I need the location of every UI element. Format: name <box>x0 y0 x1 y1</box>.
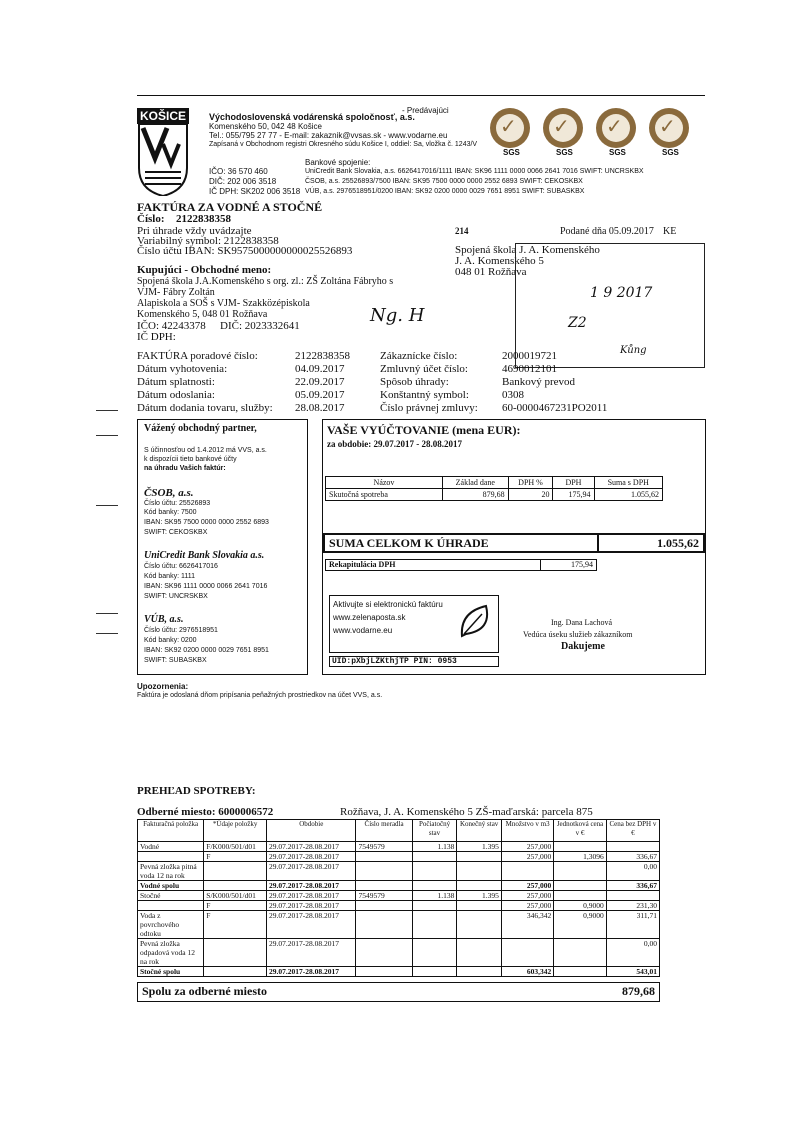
bank-swift: SWIFT: CEKOSKBX <box>144 529 208 536</box>
company-registry: Zapísaná v Obchodnom registri Okresného súdu Košice I, oddiel: Sa, vložka č. 1243/V <box>209 141 478 148</box>
promo-box <box>329 595 499 653</box>
consumption-cell-ref: F <box>204 901 267 911</box>
consumption-cell-period: 29.07.2017-28.08.2017 <box>267 862 356 881</box>
bank-line-1: UniCredit Bank Slovakia, a.s. 6626417016/1111 IBAN: SK96 1111 0000 0066 2641 7016 SWIFT: UNCRSKBX <box>305 168 644 175</box>
billing-col-header: Základ dane <box>443 477 509 489</box>
buyer-ic-dph: IČ DPH: <box>137 331 176 343</box>
consumption-cell-ref <box>204 939 267 967</box>
partner-intro: k dispozícii tieto bankové účty <box>144 456 237 463</box>
stamp-note: Kůng <box>620 345 647 356</box>
detail-label: Zmluvný účet číslo: <box>380 363 468 375</box>
detail-label: Dátum dodania tovaru, služby: <box>137 402 273 414</box>
consumption-cell-meter <box>356 901 412 911</box>
notice-heading: Upozornenia: <box>137 682 189 691</box>
buyer-line: Alapiskola a SOŠ s VJM- Szakközépiskola <box>137 298 310 309</box>
sgs-seal-icon: ✓ <box>543 108 583 148</box>
margin-mark <box>96 410 118 411</box>
bank-label: Bankové spojenie: <box>305 158 371 167</box>
handwritten-signature: Ng. H <box>370 305 425 326</box>
billing-title: VAŠE VYÚČTOVANIE (mena EUR): <box>327 423 521 437</box>
consumption-row <box>138 911 660 939</box>
recap-divider <box>540 560 541 570</box>
partner-heading: Vážený obchodný partner, <box>144 423 257 434</box>
consumption-cell-end <box>457 852 502 862</box>
posted-date: Podané dňa 05.09.2017 <box>560 226 654 237</box>
consumption-cell-meter: 7549579 <box>356 891 412 901</box>
pay-note: Pri úhrade vždy uvádzajte <box>137 225 252 237</box>
detail-value: 04.09.2017 <box>295 363 345 375</box>
consumption-cell-end <box>457 939 502 967</box>
consumption-cell-unit <box>554 891 607 901</box>
delivery-point: Odberné miesto: 6000006572 <box>137 806 274 818</box>
consumption-cell-start <box>412 967 457 977</box>
consumption-cell-start: 1.138 <box>412 842 457 852</box>
consumption-cell-period: 29.07.2017-28.08.2017 <box>267 901 356 911</box>
bank-line-3: VÚB, a.s. 2976518951/0200 IBAN: SK92 0200 0000 0029 7651 8951 SWIFT: SUBASKBX <box>305 188 585 195</box>
consumption-col-header: Množstvo v m3 <box>501 820 553 842</box>
total-box <box>323 533 705 553</box>
consumption-cell-meter <box>356 881 412 891</box>
consumption-cell-meter <box>356 967 412 977</box>
billing-cell: 1.055,62 <box>594 489 663 501</box>
consumption-total-row <box>137 982 660 1002</box>
billing-period: za obdobie: 29.07.2017 - 28.08.2017 <box>327 439 462 449</box>
consumption-header-row <box>138 820 660 842</box>
detail-value: 2000019721 <box>502 350 557 362</box>
consumption-cell-end <box>457 881 502 891</box>
consumption-cell-price: 543,01 <box>606 967 659 977</box>
consumption-row <box>138 881 660 891</box>
consumption-row <box>138 901 660 911</box>
variable-symbol: Variabilný symbol: 2122838358 <box>137 235 279 247</box>
detail-label: Číslo právnej zmluvy: <box>380 402 478 414</box>
consumption-col-header: Cena bez DPH v € <box>606 820 659 842</box>
detail-value: 22.09.2017 <box>295 376 345 388</box>
bank-code: Kód banky: 7500 <box>144 509 197 516</box>
detail-value: 05.09.2017 <box>295 389 345 401</box>
consumption-cell-start <box>412 881 457 891</box>
partner-box <box>137 419 308 675</box>
recipient-city: 048 01 Rožňava <box>455 266 527 278</box>
consumption-row <box>138 891 660 901</box>
thanks-text: Dakujeme <box>561 641 605 652</box>
consumption-cell-item: Voda z povrchového odtoku <box>138 911 204 939</box>
consumption-cell-item <box>138 901 204 911</box>
billing-cell: 175,94 <box>553 489 594 501</box>
promo-link[interactable]: www.vodarne.eu <box>333 626 393 635</box>
billing-table <box>325 476 663 501</box>
company-logo <box>137 108 189 196</box>
margin-mark <box>96 435 118 436</box>
consumption-cell-start <box>412 939 457 967</box>
bank-iban: IBAN: SK95 7500 0000 0000 2552 6893 <box>144 519 269 526</box>
consumption-cell-item: Stočné spolu <box>138 967 204 977</box>
logo-city-text: KOŠICE <box>137 108 189 124</box>
logo-shield-icon <box>137 124 189 196</box>
consumption-row <box>138 939 660 967</box>
consumption-cell-price <box>606 842 659 852</box>
company-dic: DIČ: 202 006 3518 <box>209 177 277 186</box>
consumption-cell-qty: 603,342 <box>501 967 553 977</box>
recap-label: Rekapitulácia DPH <box>329 560 396 569</box>
bank-iban: IBAN: SK96 1111 0000 0066 2641 7016 <box>144 583 268 590</box>
sgs-seal-icon: ✓ <box>490 108 530 148</box>
sgs-label: SGS <box>609 148 626 157</box>
consumption-cell-unit <box>554 967 607 977</box>
consumption-cell-qty <box>501 862 553 881</box>
detail-value: 28.08.2017 <box>295 402 345 414</box>
consumption-cell-price <box>606 891 659 901</box>
billing-table-row <box>326 489 663 501</box>
sgs-seal-icon: ✓ <box>596 108 636 148</box>
consumption-cell-ref <box>204 881 267 891</box>
detail-label: Dátum odoslania: <box>137 389 215 401</box>
consumption-cell-price: 336,67 <box>606 852 659 862</box>
consumption-col-header: Konečný stav <box>457 820 502 842</box>
consumption-cell-period: 29.07.2017-28.08.2017 <box>267 911 356 939</box>
consumption-cell-start <box>412 901 457 911</box>
consumption-cell-item <box>138 852 204 862</box>
consumption-cell-end <box>457 862 502 881</box>
consumption-col-header: Fakturačná položka <box>138 820 204 842</box>
detail-label: Dátum vyhotovenia: <box>137 363 228 375</box>
buyer-line: VJM- Fábry Zoltán <box>137 287 215 298</box>
consumption-col-header: Počiatočný stav <box>412 820 457 842</box>
margin-mark <box>96 633 118 634</box>
billing-col-header: Názov <box>326 477 443 489</box>
bank-swift: SWIFT: UNCRSKBX <box>144 593 208 600</box>
consumption-cell-ref: S/K000/501/d01 <box>204 891 267 901</box>
recipient-street: J. A. Komenského 5 <box>455 255 544 267</box>
consumption-cell-ref: F <box>204 911 267 939</box>
billing-cell: Skutočná spotreba <box>326 489 443 501</box>
detail-value: Bankový prevod <box>502 376 576 388</box>
consumption-cell-qty: 257,000 <box>501 842 553 852</box>
billing-col-header: DPH <box>553 477 594 489</box>
total-label: SUMA CELKOM K ÚHRADE <box>329 536 489 550</box>
promo-link[interactable]: www.zelenaposta.sk <box>333 613 406 622</box>
consumption-cell-qty: 257,000 <box>501 881 553 891</box>
seller-label: - Predávajúci <box>402 106 449 115</box>
consumption-cell-qty: 257,000 <box>501 901 553 911</box>
detail-label: FAKTÚRA poradové číslo: <box>137 350 258 362</box>
bank-code: Kód banky: 1111 <box>144 573 195 580</box>
bank-line-2: ČSOB, a.s. 25526893/7500 IBAN: SK95 7500 0000 0000 2552 6893 SWIFT: CEKOSKBX <box>305 178 583 185</box>
consumption-cell-end <box>457 901 502 911</box>
sgs-label: SGS <box>662 148 679 157</box>
consumption-cell-meter: 7549579 <box>356 842 412 852</box>
consumption-cell-start <box>412 852 457 862</box>
consumption-col-header: Jednotková cena v € <box>554 820 607 842</box>
consumption-cell-end: 1.395 <box>457 891 502 901</box>
recap-row <box>325 559 597 571</box>
consumption-cell-meter <box>356 862 412 881</box>
uid-pin: UID:pXbjLZKthjTP PIN: 0953 <box>329 656 499 667</box>
consumption-cell-item: Pevná zložka odpadová voda 12 na rok <box>138 939 204 967</box>
consumption-row <box>138 852 660 862</box>
consumption-row <box>138 862 660 881</box>
consumption-cell-qty: 257,000 <box>501 852 553 862</box>
consumption-total-label: Spolu za odberné miesto <box>142 984 268 998</box>
detail-value: 2122838358 <box>295 350 350 362</box>
detail-label: Dátum splatnosti: <box>137 376 215 388</box>
consumption-cell-price: 336,67 <box>606 881 659 891</box>
consumption-cell-qty <box>501 939 553 967</box>
consumption-cell-unit: 0,9000 <box>554 911 607 939</box>
billing-box <box>322 419 706 675</box>
margin-mark <box>96 613 118 614</box>
buyer-line: Spojená škola J.A.Komenského s org. zl.: ZŠ Zoltána Fábryho s <box>137 276 394 287</box>
consumption-cell-unit <box>554 862 607 881</box>
bank-name: VÚB, a.s. <box>144 614 184 625</box>
bank-iban: IBAN: SK92 0200 0000 0029 7651 8951 <box>144 647 269 654</box>
posted-code: KE <box>663 226 677 237</box>
partner-intro: na úhradu Vašich faktúr: <box>144 465 226 472</box>
consumption-cell-start <box>412 862 457 881</box>
billing-cell: 879,68 <box>443 489 509 501</box>
route-code: 214 <box>455 226 469 236</box>
consumption-col-header: Obdobie <box>267 820 356 842</box>
signatory-role: Vedúca úseku služieb zákazníkom <box>523 630 633 639</box>
company-ic-dph: IČ DPH: SK202 006 3518 <box>209 187 301 196</box>
invoice-title: FAKTÚRA ZA VODNÉ A STOČNÉ <box>137 200 323 214</box>
consumption-cell-item: Pevná zložka pitná voda 12 na rok <box>138 862 204 881</box>
consumption-cell-unit <box>554 881 607 891</box>
billing-col-header: Suma s DPH <box>594 477 663 489</box>
consumption-cell-unit: 1,3096 <box>554 852 607 862</box>
consumption-cell-end <box>457 911 502 939</box>
bank-name: UniCredit Bank Slovakia a.s. <box>144 550 265 561</box>
consumption-cell-price: 231,30 <box>606 901 659 911</box>
buyer-line: Komenského 5, 048 01 Rožňava <box>137 309 268 320</box>
consumption-cell-start <box>412 911 457 939</box>
consumption-cell-meter <box>356 939 412 967</box>
consumption-cell-ref <box>204 862 267 881</box>
consumption-cell-meter <box>356 852 412 862</box>
delivery-address: Rožňava, J. A. Komenského 5 ZŠ-maďarská: parcela 875 <box>340 806 593 818</box>
bank-account: Číslo účtu: 2976518951 <box>144 627 218 634</box>
total-divider <box>597 535 599 551</box>
consumption-cell-end <box>457 967 502 977</box>
consumption-cell-unit <box>554 939 607 967</box>
consumption-cell-ref: F <box>204 852 267 862</box>
consumption-total-value: 879,68 <box>622 984 655 998</box>
detail-value: 4690012101 <box>502 363 557 375</box>
recipient-name: Spojená škola J. A. Komenského <box>455 244 600 256</box>
total-value: 1.055,62 <box>657 536 699 550</box>
signatory-name: Ing. Dana Lachová <box>551 618 613 627</box>
consumption-cell-qty: 257,000 <box>501 891 553 901</box>
consumption-cell-price: 0,00 <box>606 939 659 967</box>
bank-account: Číslo účtu: 25526893 <box>144 500 211 507</box>
detail-value: 60-0000467231PO2011 <box>502 402 608 414</box>
iban-line: Číslo účtu IBAN: SK9575000000000025526893 <box>137 245 353 257</box>
detail-label: Zákaznícke číslo: <box>380 350 458 362</box>
consumption-cell-item: Vodné spolu <box>138 881 204 891</box>
detail-value: 0308 <box>502 389 524 401</box>
bank-name: ČSOB, a.s. <box>144 487 194 499</box>
consumption-cell-period: 29.07.2017-28.08.2017 <box>267 939 356 967</box>
consumption-heading: PREHĽAD SPOTREBY: <box>137 785 256 797</box>
consumption-cell-qty: 346,342 <box>501 911 553 939</box>
consumption-cell-price: 311,71 <box>606 911 659 939</box>
bank-swift: SWIFT: SUBASKBX <box>144 657 207 664</box>
consumption-cell-item: Vodné <box>138 842 204 852</box>
buyer-ico: IČO: 42243378 <box>137 320 206 332</box>
invoice-number: 2122838358 <box>176 213 231 225</box>
consumption-cell-ref <box>204 967 267 977</box>
consumption-cell-price: 0,00 <box>606 862 659 881</box>
detail-label: Spôsob úhrady: <box>380 376 449 388</box>
detail-label: Konštantný symbol: <box>380 389 469 401</box>
sgs-seal-icon: ✓ <box>649 108 689 148</box>
consumption-col-header: Číslo meradla <box>356 820 412 842</box>
buyer-dic: DIČ: 2023332641 <box>220 320 300 332</box>
leaf-icon <box>456 602 496 640</box>
bank-account: Číslo účtu: 6626417016 <box>144 563 218 570</box>
recap-value: 175,94 <box>571 560 593 569</box>
consumption-cell-period: 29.07.2017-28.08.2017 <box>267 852 356 862</box>
consumption-cell-period: 29.07.2017-28.08.2017 <box>267 842 356 852</box>
consumption-cell-period: 29.07.2017-28.08.2017 <box>267 881 356 891</box>
billing-cell: 20 <box>508 489 553 501</box>
sgs-label: SGS <box>556 148 573 157</box>
consumption-cell-unit: 0,9000 <box>554 901 607 911</box>
buyer-heading: Kupujúci - Obchodné meno: <box>137 264 272 276</box>
consumption-cell-unit <box>554 842 607 852</box>
sgs-label: SGS <box>503 148 520 157</box>
consumption-cell-item: Stočné <box>138 891 204 901</box>
promo-text: Aktivujte si elektronickú faktúru <box>333 600 443 609</box>
company-contact: Tel.: 055/795 27 77 - E-mail: zakaznik@vvsas.sk - www.vodarne.eu <box>209 131 448 140</box>
consumption-cell-ref: F/K000/501/d01 <box>204 842 267 852</box>
billing-col-header: DPH % <box>508 477 553 489</box>
stamp-initials: Z2 <box>568 315 587 331</box>
consumption-cell-start: 1.138 <box>412 891 457 901</box>
company-ico: IČO: 36 570 460 <box>209 167 268 176</box>
consumption-cell-end: 1.395 <box>457 842 502 852</box>
company-address: Komenského 50, 042 48 Košice <box>209 122 322 131</box>
consumption-table <box>137 819 660 977</box>
consumption-cell-period: 29.07.2017-28.08.2017 <box>267 967 356 977</box>
consumption-col-header: *Údaje položky <box>204 820 267 842</box>
notice-text: Faktúra je odoslaná dňom pripísania peňažných prostriedkov na účet VVS, a.s. <box>137 692 383 699</box>
bank-code: Kód banky: 0200 <box>144 637 197 644</box>
company-name: Východoslovenská vodárenská spoločnosť, a.s. <box>209 112 415 122</box>
consumption-cell-period: 29.07.2017-28.08.2017 <box>267 891 356 901</box>
billing-table-header <box>326 477 663 489</box>
invoice-number-label: Číslo: <box>137 213 165 225</box>
consumption-row <box>138 842 660 852</box>
consumption-row <box>138 967 660 977</box>
stamp-date: 1 9 2017 <box>590 285 653 301</box>
margin-mark <box>96 505 118 506</box>
consumption-cell-meter <box>356 911 412 939</box>
partner-intro: S účinnosťou od 1.4.2012 má VVS, a.s. <box>144 447 267 454</box>
